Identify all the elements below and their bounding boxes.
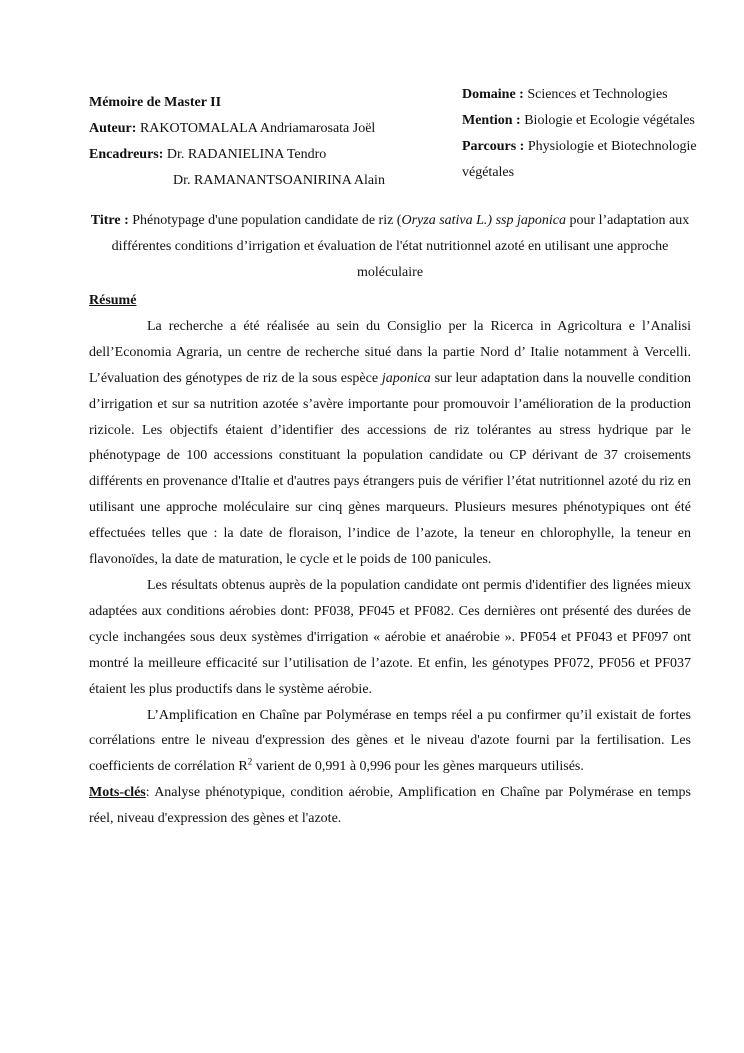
abstract-p1-italic: japonica (381, 370, 431, 386)
keywords-text: : Analyse phénotypique, condition aérobie, Amplification en Chaîne par Polymérase en temps réel, niveau d'expression des gènes et l'azote. (89, 785, 691, 827)
mention-line (462, 108, 732, 134)
title-text-part1: Phénotypage d'une population candidate de riz ( (132, 213, 402, 228)
parcours-label: Parcours : (462, 139, 525, 154)
thesis-title (89, 208, 691, 286)
thesis-info-left (89, 90, 449, 194)
supervisors-line (89, 142, 449, 168)
superscript-2: 2 (247, 756, 253, 767)
parcours-value: Physiologie et Biotechnologie végétales (462, 139, 697, 180)
abstract-section (89, 288, 691, 832)
domain-value: Sciences et Technologies (527, 87, 668, 102)
abstract-paragraph-2: Les résultats obtenus auprès de la population candidate ont permis d'identifier des lignées mieux adaptées aux conditions aérobies dont: PF038, PF045 et PF082. Ces dernières ont présenté des durées de cycle inchangées sous deux systèmes d'irrigation « aérobie et anaérobie ». PF054 et PF043 et PF097 ont montré la meilleure efficacité sur l’utilisation de l’azote. Et enfin, les génotypes PF072, PF056 et PF037 étaient les plus productifs dans le système aérobie. (89, 577, 691, 697)
supervisors-label: Encadreurs: (89, 147, 164, 162)
thesis-info-right (462, 82, 732, 186)
author-label: Auteur: (89, 121, 137, 136)
author-line (89, 116, 449, 142)
mention-label: Mention : (462, 113, 521, 128)
thesis-type (89, 90, 449, 116)
abstract-paragraph-3 (89, 703, 691, 781)
title-species: Oryza sativa L.) ssp japonica (401, 213, 566, 228)
supervisor-2: Dr. RAMANANTSOANIRINA Alain (173, 173, 385, 188)
domain-line (462, 82, 732, 108)
supervisor-1: Dr. RADANIELINA Tendro (166, 147, 327, 162)
abstract-p1-text-a: La recherche a été réalisée au sein du Consiglio per la Ricerca in Agricoltura e l’Analisi dell’Economia Agraria, un centre de recherche situé dans la partie Nord d’ Italie notamment à Vercelli. L’évaluation des génotypes de riz de la sous espèce (89, 318, 691, 386)
parcours-line (462, 134, 732, 186)
supervisor-2-line (89, 168, 449, 194)
author-name: RAKOTOMALALA Andriamarosata Joël (139, 121, 376, 136)
abstract-paragraph-1 (89, 314, 691, 573)
thesis-type-text: Mémoire de Master II (89, 95, 222, 110)
domain-label: Domaine : (462, 87, 524, 102)
abstract-heading: Résumé (89, 293, 137, 308)
abstract-p3-text-b: varient de 0,991 à 0,996 pour les gènes marqueurs utilisés. (255, 759, 584, 775)
keywords-paragraph (89, 780, 691, 832)
mention-value: Biologie et Ecologie végétales (524, 113, 695, 128)
abstract-p3-text-a: L’Amplification en Chaîne par Polymérase en temps réel a pu confirmer qu’il existait de fortes corrélations entre le niveau d'expression des gènes et le niveau d'azote fourni par la fertilisation. Les coefficients de corrélation R (89, 707, 691, 775)
title-text-part2: pour l’adaptation aux différentes conditions d’irrigation et évaluation de l'état nutritionnel azoté en utilisant une approche moléculaire (111, 213, 690, 280)
abstract-p1-text-b: sur leur adaptation dans la nouvelle condition d’irrigation et sur sa nutrition azotée s’avère importante pour promouvoir l’amélioration de la production rizicole. Les objectifs étaient d’identifier des accessions de riz tolérantes au stress hydrique par le phénotypage de 100 accessions constituant la population candidate ou CP dérivant de 37 croisements différents en provenance d'Italie et d'autres pays étrangers puis de vérifier l’état nutritionnel azoté du riz en utilisant une approche moléculaire sur cinq gènes marqueurs. Plusieurs mesures phénotypiques ont été effectuées telles que : la date de floraison, l’indice de l’azote, la teneur en chlorophylle, la teneur en flavonoïdes, la date de maturation, le cycle et le poids de 100 panicules. (89, 370, 692, 568)
keywords-label: Mots-clés (89, 785, 146, 801)
title-label: Titre : (90, 213, 129, 228)
